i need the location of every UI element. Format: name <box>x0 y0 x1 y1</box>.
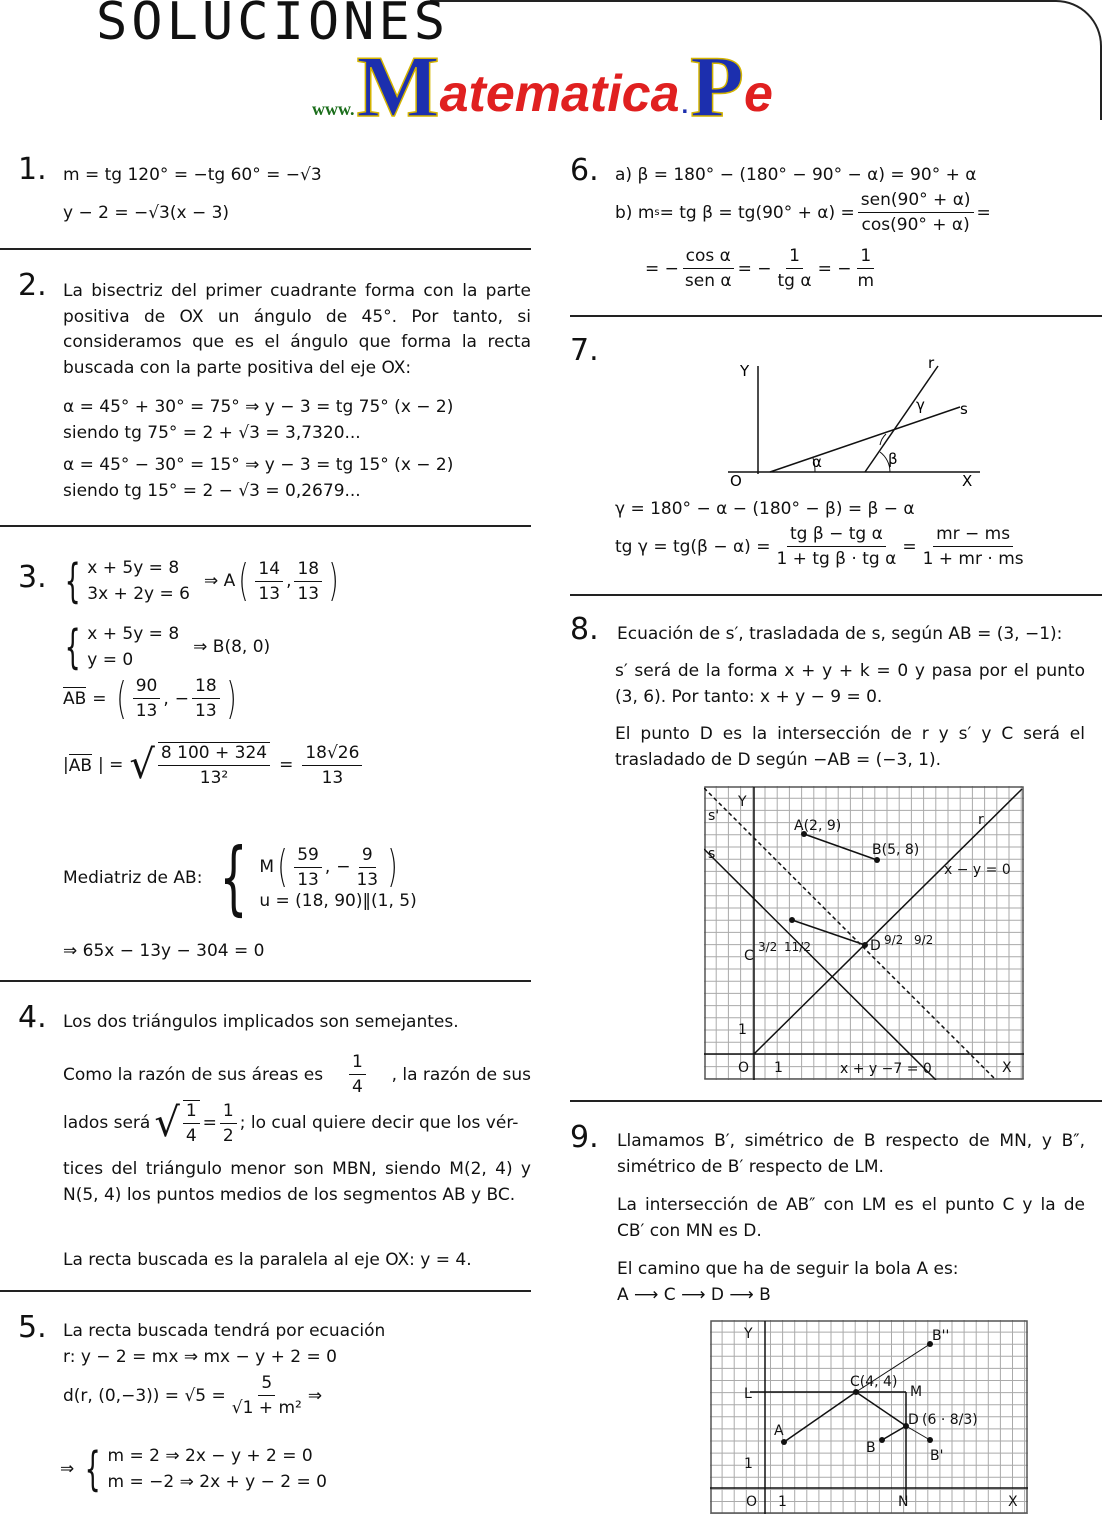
d-label: D <box>908 1412 919 1428</box>
section-2-number: 2. <box>18 268 47 303</box>
num: 1 <box>349 1052 366 1075</box>
divider <box>570 594 1102 596</box>
x-label: X <box>1008 1494 1018 1510</box>
point-m: M <box>259 857 275 877</box>
s1-line2: y − 2 = −√3(x − 3) <box>63 203 230 223</box>
point-b-prime <box>927 1437 933 1443</box>
num: 18√26 <box>302 743 362 766</box>
text: lados será <box>63 1113 151 1133</box>
s4-p2 <box>63 1052 531 1097</box>
b-double-prime-label: B'' <box>932 1328 950 1344</box>
s3-modulus: | AB | = √ $\frac{8 100 + 324}{\text{13²}}$ = $\frac{18√26}{13}$ <box>63 742 365 788</box>
y-tick-1: 1 <box>744 1456 753 1472</box>
s5-l1: La recta buscada tendrá por ecuación <box>63 1321 386 1341</box>
beta-label: β <box>888 450 898 468</box>
gamma-label: γ <box>916 396 925 414</box>
den: 4 <box>351 1077 363 1097</box>
sub: s <box>654 206 660 218</box>
den: tg α <box>777 271 812 291</box>
s-label: s <box>708 846 716 862</box>
s8-p3: El punto D es la intersección de r y s′ y C será el trasladado de D según −AB = (−3, 1). <box>615 724 1085 770</box>
page-title: SOLUCIONES <box>96 0 450 52</box>
x-label: X <box>1002 1060 1012 1076</box>
s2-text: La bisectriz del primer cuadrante forma con la parte positiva de OX un ángulo de 45°. Por tanto, si consideramos que es el ángulo que forma la recta buscada con la parte positiva del eje OX: <box>63 281 531 378</box>
den: 4 <box>185 1126 197 1146</box>
den: sen α <box>684 271 732 291</box>
s6-a: a) β = 180° − (180° − 90° − α) = 90° + α <box>615 165 977 185</box>
s5-l2: r: y − 2 = mx ⇒ mx − y + 2 = 0 <box>63 1347 337 1367</box>
text: Como la razón de sus áreas es <box>63 1064 324 1085</box>
den: 1 + tg β · tg α <box>776 549 897 569</box>
section-1-number: 1. <box>18 152 47 187</box>
s7-l1: γ = 180° − α − (180° − β) = β − α <box>615 499 915 519</box>
section-4-number: 4. <box>18 1000 47 1035</box>
s9-p3: El camino que ha de seguir la bola A es: <box>617 1259 959 1279</box>
r-label: r <box>978 812 984 828</box>
point-a <box>781 1439 787 1445</box>
eq: m = 2 ⇒ 2x − y + 2 = 0 <box>107 1446 313 1466</box>
logo-atematica: atematica <box>439 65 680 123</box>
s9-grid-figure <box>710 1320 1028 1514</box>
vector-ab: AB <box>68 755 93 776</box>
s4-p3: lados será √ $\frac{1}{4}$ = $\frac{1}{2}$ ; lo cual quiere decir que los vér- <box>63 1100 519 1146</box>
s3-system-a: { x + 5y = 8 3x + 2y = 6 ⇒ A ( $\frac{14}{13}$ , $\frac{18}{13}$ ) <box>64 554 339 608</box>
den: 1 + mr · ms <box>922 549 1024 569</box>
b-label: B <box>866 1440 876 1456</box>
num: 18 <box>294 559 322 582</box>
l-label: L <box>744 1386 752 1402</box>
divider <box>570 1100 1102 1102</box>
c-label: C(4, 4) <box>850 1374 898 1390</box>
num: 90 <box>133 676 161 699</box>
c-label: C <box>744 948 754 964</box>
den: 13 <box>135 701 158 721</box>
den: 13 <box>195 701 217 721</box>
num: mr − ms <box>933 524 1013 547</box>
abs: | <box>63 755 69 775</box>
num: 59 <box>294 845 322 868</box>
section-5-number: 5. <box>18 1310 47 1345</box>
s5-l3 <box>63 1373 322 1418</box>
eq: = − <box>817 258 852 279</box>
eq: = <box>202 1113 217 1133</box>
d-label: D <box>870 938 881 954</box>
eq: = − <box>737 258 772 279</box>
y-label: Y <box>738 794 747 810</box>
den: 2 <box>222 1125 234 1146</box>
num: 1 <box>183 1101 200 1124</box>
eq: x + 5y = 8 <box>87 558 180 578</box>
s-prime-label: s' <box>708 808 720 824</box>
direction-vector: u = (18, 90)‖(1, 5) <box>259 890 417 911</box>
text: = tg β = tg(90° + α) = <box>659 202 855 223</box>
origin-label: O <box>746 1494 758 1510</box>
point-b: ⇒ B(8, 0) <box>193 637 271 657</box>
x-label: X <box>962 472 973 490</box>
num: 9 <box>359 845 376 868</box>
y-label: Y <box>744 1326 753 1342</box>
s4-p1: Los dos triángulos implicados son semejantes. <box>63 1012 459 1032</box>
num: 14 <box>255 559 283 582</box>
n-label: N <box>898 1494 909 1510</box>
minus: − <box>336 857 351 877</box>
num: 18 <box>192 676 220 699</box>
eq: = <box>902 536 917 557</box>
logo-dot: . <box>681 92 689 119</box>
text: d(r, (0,−3)) = √5 = <box>63 1385 226 1406</box>
section-3-number: 3. <box>18 560 47 595</box>
s1-line1: m = tg 120° = −tg 60° = −√3 <box>63 165 322 185</box>
logo-www: www. <box>312 99 355 119</box>
logo-m: M <box>356 39 440 136</box>
m-label: M <box>910 1384 923 1400</box>
text: tg γ = tg(β − α) = <box>615 536 771 557</box>
num: 8 100 + 324 <box>158 743 270 766</box>
path-db <box>882 1426 906 1440</box>
abs: | = <box>98 755 124 775</box>
den: 13² <box>199 768 229 788</box>
origin-label: O <box>730 472 742 490</box>
logo-e: e <box>743 65 773 123</box>
eq: x + 5y = 8 <box>87 624 180 644</box>
origin-label: O <box>738 1060 750 1076</box>
num: cos α <box>683 246 734 269</box>
point-b <box>879 1437 885 1443</box>
text: ; lo cual quiere decir que los vér- <box>239 1113 519 1133</box>
den: 13 <box>356 869 379 890</box>
r-label: r <box>928 354 935 372</box>
den: 13 <box>258 583 281 604</box>
s4-p5: La recta buscada es la paralela al eje OX: y = 4. <box>63 1250 472 1270</box>
eq: m = −2 ⇒ 2x + y − 2 = 0 <box>107 1472 327 1492</box>
b-prime-label: B' <box>930 1448 944 1464</box>
section-8-number: 8. <box>570 612 599 647</box>
s2-l1: α = 45° + 30° = 75° ⇒ y − 3 = tg 75° (x − 2) <box>63 397 454 417</box>
den: cos(90° + α) <box>861 215 970 235</box>
s4-p4: tices del triángulo menor son MBN, siendo M(2, 4) y N(5, 4) los puntos medios de los segmentos AB y BC. <box>63 1159 531 1205</box>
b-label: B(5, 8) <box>872 842 920 858</box>
section-7-number: 7. <box>570 333 599 368</box>
s3-mediatriz: Mediatriz de AB: { M ( $\frac{59}{13}$ , − $\frac{9}{13}$ ) u = (18, 90)‖(1, 5) <box>63 831 417 924</box>
den: 13 <box>297 869 319 890</box>
a-label: A <box>774 1423 784 1439</box>
s7-angle-figure <box>720 352 1000 492</box>
s8-l1: Ecuación de s′, trasladada de s, según AB = (3, −1): <box>617 624 1063 644</box>
line-s <box>770 407 960 472</box>
num: 1 <box>220 1101 237 1124</box>
s8-p2: s′ será de la forma x + y + k = 0 y pasa por el punto (3, 6). Por tanto: x + y − 9 = 0. <box>615 661 1085 707</box>
d-x: 9/2 <box>884 933 904 947</box>
eq: 3x + 2y = 6 <box>87 584 190 604</box>
line-s-equation: x + y −7 = 0 <box>840 1061 932 1077</box>
line-r-equation: x − y = 0 <box>944 862 1011 878</box>
s6-c <box>645 246 880 291</box>
eq: y = 0 <box>87 650 134 670</box>
y-tick-1: 1 <box>738 1022 747 1038</box>
divider <box>0 1290 531 1292</box>
num: 5 <box>258 1373 275 1396</box>
s3-final: ⇒ 65x − 13y − 304 = 0 <box>63 941 265 961</box>
s2-l2: siendo tg 75° = 2 + √3 = 3,7320... <box>63 423 361 443</box>
implies: ⇒ <box>307 1385 323 1406</box>
s8-grid-figure <box>704 786 1024 1080</box>
divider <box>0 980 531 982</box>
implies: ⇒ <box>60 1459 75 1479</box>
s9-p1: Llamamos B′, simétrico de B respecto de MN, y B″, simétrico de B′ respecto de LM. <box>617 1131 1085 1177</box>
brace: { <box>64 554 81 608</box>
divider <box>0 248 531 250</box>
y-label: Y <box>740 362 750 380</box>
num: tg β − tg α <box>787 524 886 547</box>
alpha-label: α <box>812 453 822 471</box>
x-tick-1: 1 <box>778 1494 787 1510</box>
num: sen(90° + α) <box>858 190 974 213</box>
eq: = <box>92 688 107 709</box>
x-tick-1: 1 <box>774 1060 783 1076</box>
s3-ab-vector: AB = ( $\frac{90}{13}$ , − $\frac{18}{13}$ ) <box>63 672 237 724</box>
num: 1 <box>786 246 803 269</box>
den: 13 <box>297 583 320 604</box>
path-cd <box>856 1392 906 1426</box>
point-a: ⇒ A <box>203 571 236 591</box>
eq: = <box>976 202 991 223</box>
s2-l4: siendo tg 15° = 2 − √3 = 0,2679... <box>63 481 361 501</box>
section-9-number: 9. <box>570 1120 599 1155</box>
s6-b <box>615 190 991 235</box>
divider <box>570 315 1102 317</box>
minus: − <box>174 688 190 709</box>
s5-l4: ⇒ { m = 2 ⇒ 2x − y + 2 = 0 m = −2 ⇒ 2x + y − 2 = 0 <box>60 1442 327 1496</box>
s9-path: A ⟶ C ⟶ D ⟶ B <box>617 1285 771 1305</box>
point-d <box>862 942 868 948</box>
s3-system-b: { x + 5y = 8 y = 0 ⇒ B(8, 0) <box>64 620 271 674</box>
den: m <box>857 271 875 291</box>
logo-p: P <box>690 39 744 136</box>
a-label: A(2, 9) <box>794 818 842 834</box>
text: , la razón de sus <box>391 1064 531 1085</box>
c-y: 11/2 <box>784 940 811 954</box>
label: Mediatriz de AB: <box>63 868 203 888</box>
c-x: 3/2 <box>758 940 778 954</box>
s7-l2 <box>615 524 1030 569</box>
s9-p2: La intersección de AB″ con LM es el punto C y la de CB′ con MN es D. <box>617 1195 1085 1241</box>
d-coords: (6 · 8/3) <box>922 1412 978 1428</box>
s-label: s <box>960 400 968 418</box>
site-logo <box>312 39 773 136</box>
text: b) m <box>615 202 655 223</box>
eq: = <box>279 755 294 775</box>
line-dbp <box>906 1426 930 1440</box>
vector-ab: AB <box>63 689 87 709</box>
divider <box>0 525 531 527</box>
num: 1 <box>857 246 874 269</box>
section-6-number: 6. <box>570 153 599 188</box>
den: √1 + m² <box>231 1398 302 1418</box>
d-y: 9/2 <box>914 933 934 947</box>
s2-l3: α = 45° − 30° = 15° ⇒ y − 3 = tg 15° (x − 2) <box>63 455 454 475</box>
point-c <box>789 917 795 923</box>
eq: = − <box>645 258 679 279</box>
den: 13 <box>321 767 344 788</box>
